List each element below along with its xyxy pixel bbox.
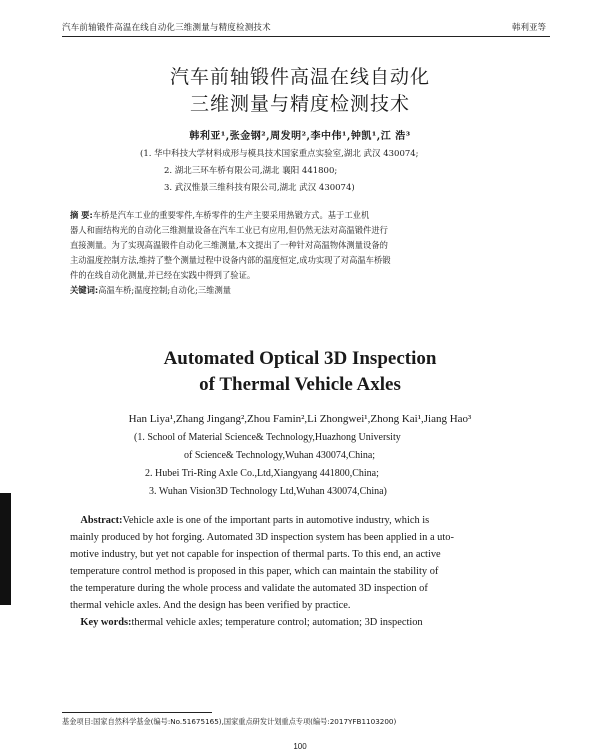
- zh-affiliation-3: 3. 武汉惟景三维科技有限公司,湖北 武汉 430074): [164, 183, 355, 193]
- zh-keywords-label: 关键词:: [70, 285, 99, 295]
- zh-abstract: [70, 208, 540, 298]
- page-number: 100: [293, 742, 307, 751]
- funding-footnote: 基金项目:国家自然科学基金(编号:No.51675165),国家重点研发计划重点专项(编号:2017YFB1103200): [62, 717, 397, 726]
- en-affiliation-2: 2. Hubei Tri-Ring Axle Co.,Ltd,Xiangyang 441800,China;: [145, 468, 379, 479]
- en-keywords-label: Key words:: [80, 617, 132, 628]
- header-rule: [62, 36, 550, 37]
- zh-title-line-2: 三维测量与精度检测技术: [189, 93, 410, 115]
- en-title-line-1: Automated Optical 3D Inspection: [163, 348, 437, 369]
- en-affiliation-3: 3. Wuhan Vision3D Technology Ltd,Wuhan 430074,China): [149, 486, 387, 497]
- en-authors: Han Liya¹,Zhang Jingang²,Zhou Famin²,Li Zhongwei¹,Zhong Kai¹,Jiang Hao³: [128, 413, 472, 425]
- en-abstract-label: Abstract:: [80, 515, 123, 526]
- zh-abstract-label: 摘 要:: [70, 210, 93, 220]
- zh-affiliation-1: (1. 华中科技大学材料成形与模具技术国家重点实验室,湖北 武汉 430074;: [140, 149, 419, 159]
- zh-abstract-line-2: 器人和面结构光的自动化三维测量设备在汽车工业已有应用,但仍然无法对高温锻件进行: [70, 225, 388, 235]
- en-abstract-line-6: thermal vehicle axles. And the design has been verified by practice.: [70, 600, 351, 611]
- en-abstract-line-2: mainly produced by hot forging. Automated 3D inspection system has been applied in a uto-: [70, 532, 454, 543]
- zh-abstract-line-3: 直接测量。为了实现高温锻件自动化三维测量,本文提出了一种针对高温物体测量设备的: [70, 240, 388, 250]
- zh-abstract-line-4: 主动温度控制方法,维持了整个测量过程中设备内部的温度恒定,成功实现了对高温车桥锻: [70, 255, 391, 265]
- zh-abstract-line-1: 摘 要:车桥是汽车工业的重要零件,车桥零件的生产主要采用热锻方式。基于工业机: [70, 210, 370, 220]
- en-abstract-line-1: Abstract:Vehicle axle is one of the important parts in automotive industry, which is: [80, 515, 430, 526]
- footnote-rule: [62, 712, 212, 713]
- zh-abstract-line-5: 件的在线自动化测量,并已经在实践中得到了验证。: [70, 270, 256, 280]
- zh-affiliation-2: 2. 湖北三环车桥有限公司,湖北 襄阳 441800;: [164, 166, 338, 176]
- en-abstract-line-5: the temperature during the whole process and validate the automated 3D inspection of: [70, 583, 428, 594]
- en-abstract: [70, 512, 540, 631]
- zh-title-line-1: 汽车前轴锻件高温在线自动化: [169, 66, 430, 88]
- zh-authors: 韩利亚¹,张金钢²,周发明²,李中伟¹,钟凯¹,江 浩³: [189, 131, 411, 142]
- running-header-author: 韩利亚等: [511, 23, 546, 33]
- scan-edge-bar: [0, 493, 11, 605]
- running-header-title: 汽车前轴锻件高温在线自动化三维测量与精度检测技术: [62, 23, 271, 33]
- en-abstract-line-4: temperature control method is proposed in this paper, which can maintain the stability of: [70, 566, 439, 577]
- en-affiliation-1b: of Science& Technology,Wuhan 430074,China;: [184, 450, 376, 461]
- en-title-line-2: of Thermal Vehicle Axles: [199, 374, 401, 395]
- zh-keywords: 关键词:高温车桥;温度控制;自动化;三维测量: [70, 285, 232, 295]
- en-keywords: Key words:thermal vehicle axles; temperature control; automation; 3D inspection: [80, 617, 423, 628]
- en-affiliation-1a: (1. School of Material Science& Technology,Huazhong University: [134, 432, 401, 443]
- en-abstract-line-3: motive industry, but yet not capable for inspection of thermal parts. To this end, an active: [70, 549, 441, 560]
